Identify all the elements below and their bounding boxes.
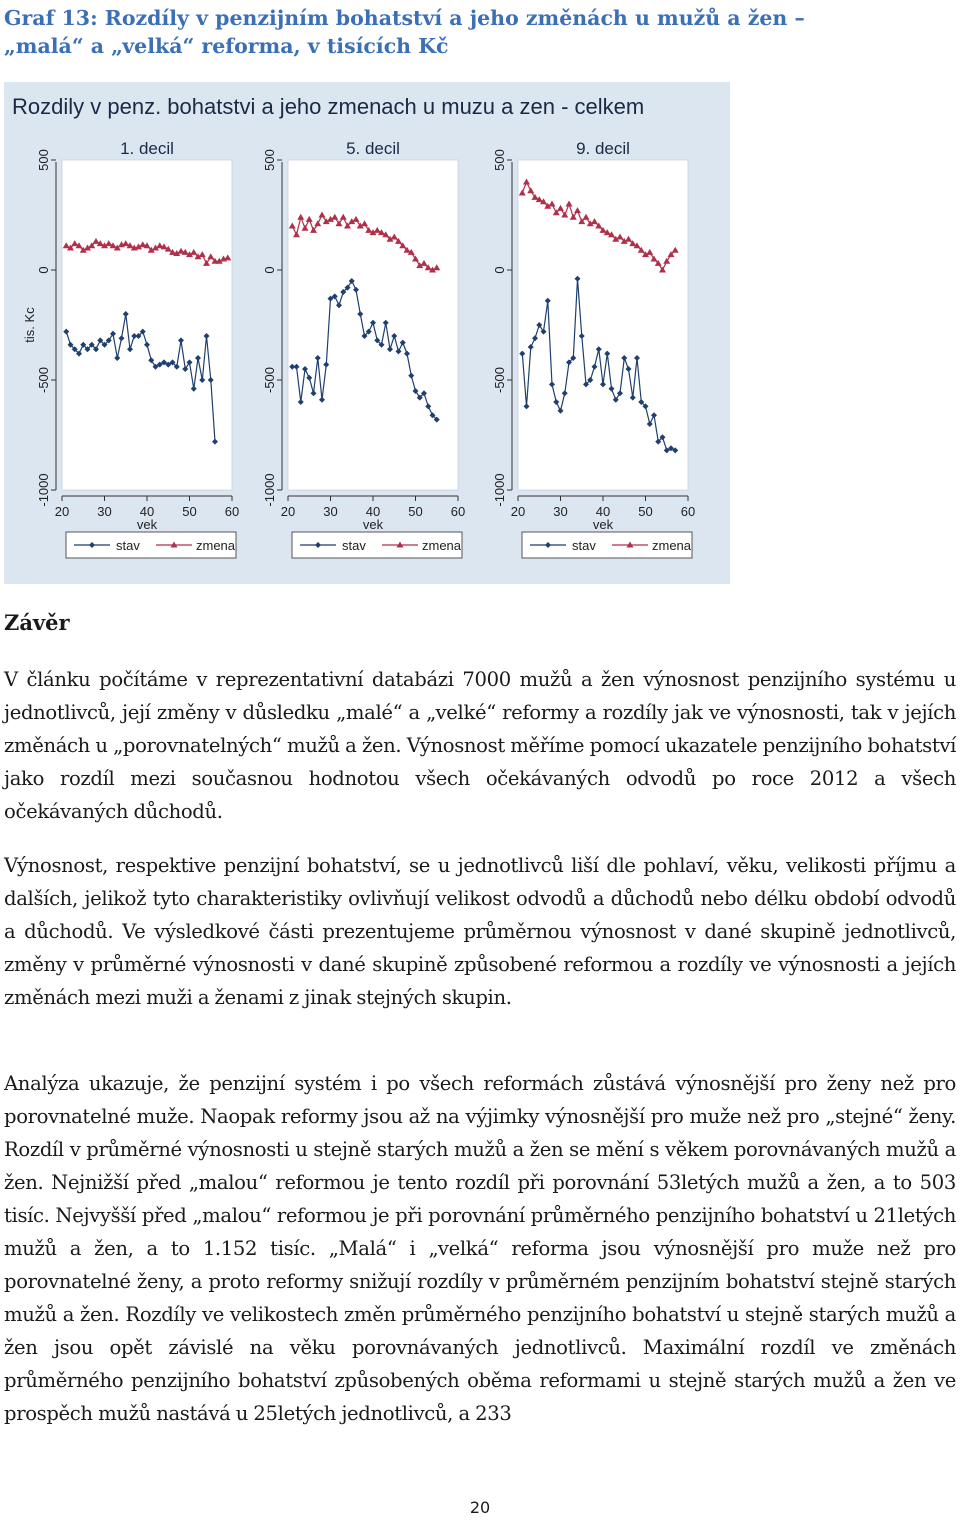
x-axis-label: vek	[136, 517, 158, 532]
y-tick-label: -500	[36, 366, 51, 394]
x-axis-label: vek	[362, 517, 384, 532]
plot-area	[62, 160, 232, 490]
y-tick-label: -1000	[36, 473, 51, 507]
y-tick-label: 0	[36, 266, 51, 274]
chart-svg	[4, 82, 730, 584]
x-tick-label: 60	[224, 504, 240, 519]
legend-label-zmena: zmena	[196, 538, 236, 553]
x-tick-label: 50	[408, 504, 423, 519]
legend-label-stav: stav	[572, 538, 596, 553]
x-tick-label: 40	[365, 504, 381, 519]
y-tick-label: -500	[492, 366, 507, 394]
plot-area	[518, 160, 688, 490]
y-axis-label: tis. Kc	[22, 307, 37, 343]
legend-label-stav: stav	[116, 538, 140, 553]
section-heading: Závěr	[4, 610, 70, 635]
x-tick-label: 60	[450, 504, 466, 519]
paragraph-2: Výnosnost, respektive penzijní bohatství, se u jednotlivců liší dle pohlaví, věku, velikosti příjmu a dalších, jelikož tyto charakteristiky ovlivňují velikost odvodů a důchodů nebo délku období odvodů a důchodů. Ve výsledkové části prezentujeme průměrnou výnosnost v dané skupině jednotlivců, změny v průměrné výnosnosti v dané skupině způsobené reformou a rozdíly ve výnosnosti a jejích změnách mezi muži a ženami z jinak stejných skupin.	[4, 854, 956, 1009]
y-tick-label: 500	[262, 149, 277, 171]
paragraph-3: Analýza ukazuje, že penzijní systém i po všech reformách zůstává výnosnější pro ženy než pro porovnatelné muže. Naopak reformy jsou až na výjimky výnosnější pro muže než pro „stejné“ ženy. Rozdíl v průměrné výnosnosti u stejně starých mužů a žen se mění s věkem porovnávaných mužů a žen. Nejnižší před „malou“ reformou je tento rozdíl při porovnání 53letých mužů a žen, a to 503 tisíc. Nejvyšší před „malou“ reformou je při porovnání průměrného penzijního bohatství u 21letých mužů a žen, a to 1.152 tisíc. „Malá“ i „velká“ reforma jsou výnosnější pro muže než pro porovnatelné ženy, a proto reformy snižují rozdíly v průměrném penzijním bohatství stejně starých mužů a žen. Rozdíly ve velikostech změn průměrného penzijního bohatství u stejně starých mužů a žen jsou opět závislé na věku porovnávaných jednotlivců. Maximální rozdíl ve změnách průměrného penzijního bohatství způsobených oběma reformami u stejně starých mužů a žen ve prospěch mužů nastává u 25letých jednotlivců, a 233	[4, 1072, 956, 1425]
y-tick-label: -500	[262, 366, 277, 394]
caption-line-1: Graf 13: Rozdíly v penzijním bohatství a jeho změnách u mužů a žen –	[4, 6, 805, 30]
x-tick-label: 50	[182, 504, 197, 519]
x-axis-label: vek	[592, 517, 614, 532]
y-tick-label: 500	[36, 149, 51, 171]
x-tick-label: 50	[638, 504, 653, 519]
page-number: 20	[469, 1498, 491, 1517]
y-tick-label: 0	[262, 266, 277, 274]
x-tick-label: 40	[595, 504, 611, 519]
caption-line-2: „malá“ a „velká“ reforma, v tisících Kč	[4, 34, 449, 58]
x-tick-label: 20	[280, 504, 296, 519]
legend-label-zmena: zmena	[652, 538, 692, 553]
x-tick-label: 20	[54, 504, 70, 519]
paragraph-1: V článku počítáme v reprezentativní databázi 7000 mužů a žen výnosnost penzijního systému u jednotlivců, její změny v důsledku „malé“ a „velké“ reformy a rozdíly jak ve výnosnosti, tak v jejích změnách u „porovnatelných“ mužů a žen. Výnosnost měříme pomocí ukazatele penzijního bohatství jako rozdíl mezi současnou hodnotou všech očekávaných odvodů po roce 2012 a všech očekávaných důchodů.	[4, 668, 956, 823]
x-tick-label: 40	[139, 504, 155, 519]
figure-caption	[4, 4, 944, 60]
x-tick-label: 30	[97, 504, 112, 519]
legend-label-zmena: zmena	[422, 538, 462, 553]
x-tick-label: 30	[323, 504, 338, 519]
chart-title: Rozdily v penz. bohatstvi a jeho zmenach u muzu a zen - celkem	[12, 94, 645, 119]
x-tick-label: 60	[680, 504, 696, 519]
y-tick-label: 500	[492, 149, 507, 171]
panel-title: 9. decil	[576, 139, 630, 158]
panel-title: 1. decil	[120, 139, 174, 158]
y-tick-label: -1000	[492, 473, 507, 507]
x-tick-label: 20	[510, 504, 526, 519]
x-tick-label: 30	[553, 504, 568, 519]
y-tick-label: -1000	[262, 473, 277, 507]
y-tick-label: 0	[492, 266, 507, 274]
panel-title: 5. decil	[346, 139, 400, 158]
chart-figure	[4, 82, 730, 584]
legend-label-stav: stav	[342, 538, 366, 553]
